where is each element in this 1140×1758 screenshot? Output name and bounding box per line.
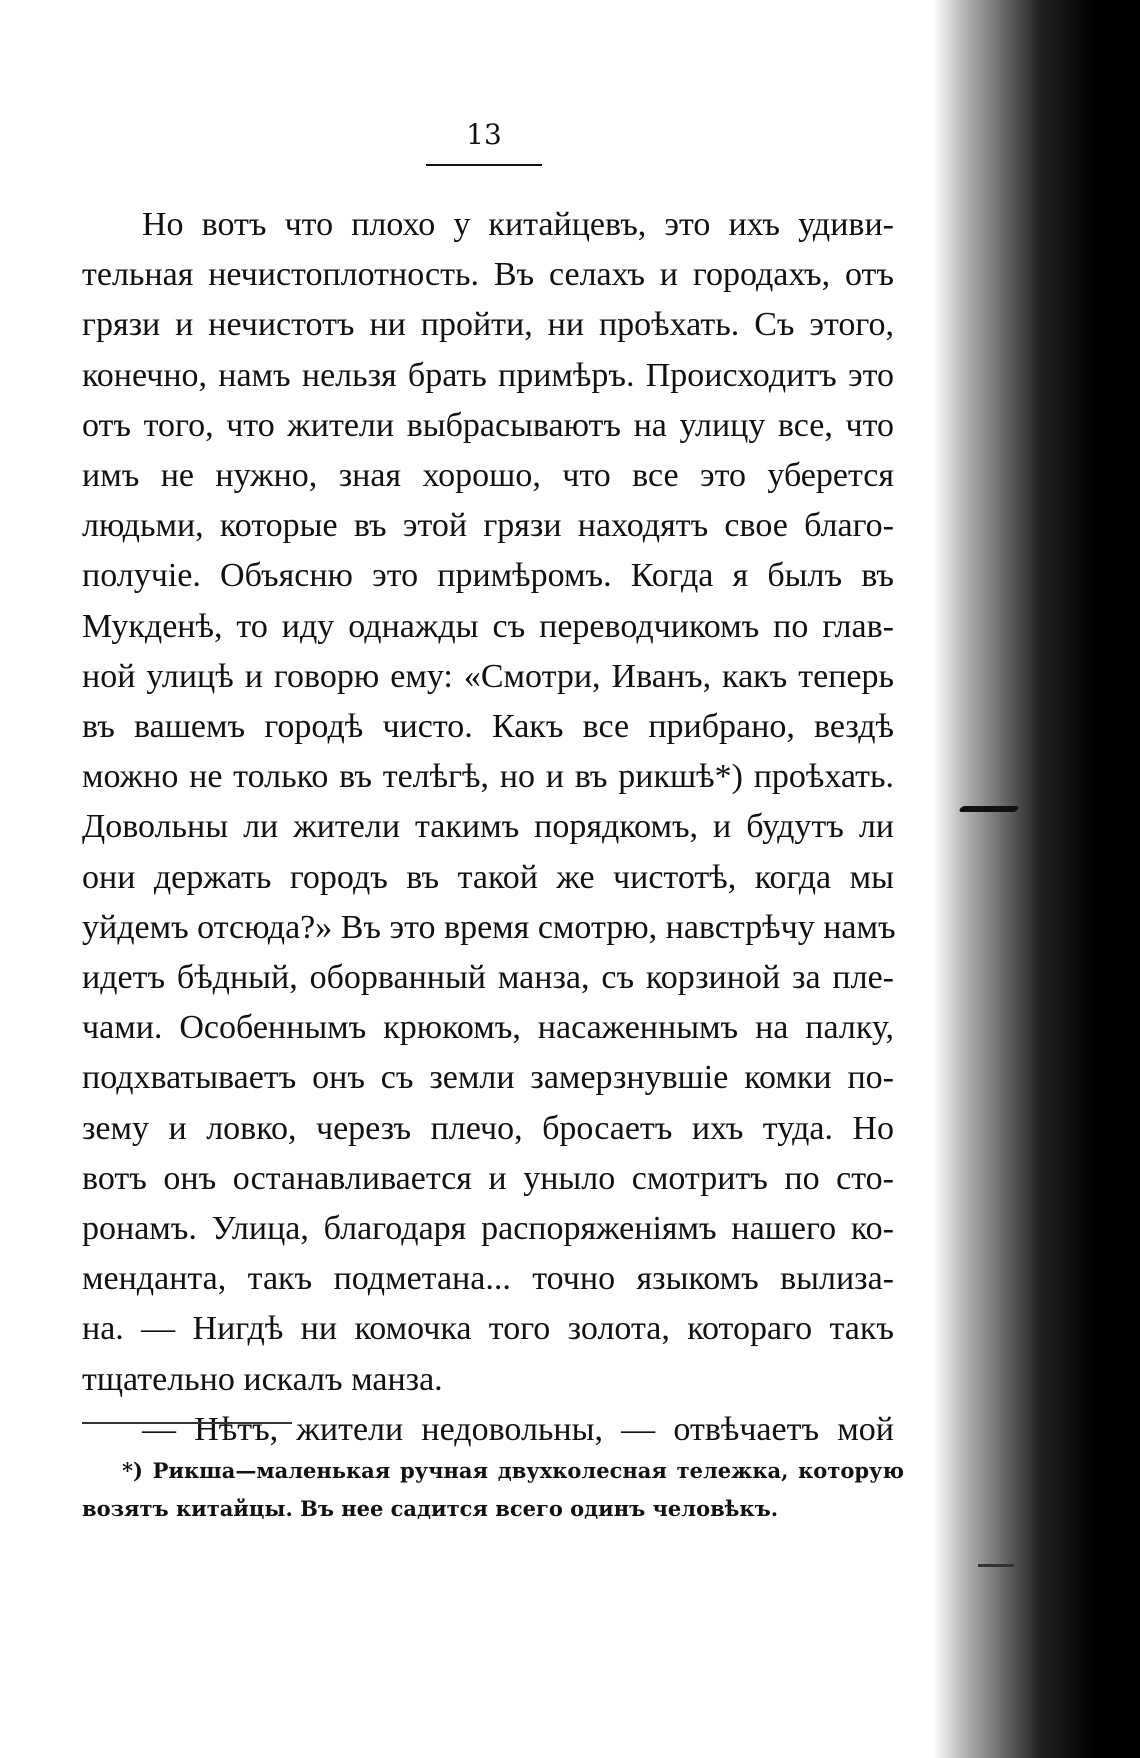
text-line: получіе. Объясню это примѣромъ. Когда я былъ въ (82, 557, 894, 595)
text-line: чами. Особеннымъ крюкомъ, насаженнымъ на палку, (82, 1009, 894, 1047)
edge-ink-mark (978, 1564, 1014, 1567)
footnote-separator (82, 1422, 292, 1424)
text-line: менданта, такъ подметана... точно языкомъ вылиза- (82, 1260, 894, 1298)
text-line: въ вашемъ городѣ чисто. Какъ все прибрано, вездѣ (82, 708, 894, 746)
text-line: Но вотъ что плохо у китайцевъ, это ихъ удиви- (142, 206, 894, 243)
footnote-line: возятъ китайцы. Въ нее садится всего одинъ человѣкъ. (82, 1496, 779, 1521)
text-line: подхватываетъ онъ съ земли замерзнувшіе комки по- (82, 1059, 894, 1097)
text-line: грязи и нечистотъ ни пройти, ни проѣхать. Съ этого, (82, 306, 894, 344)
text-line: ной улицѣ и говорю ему: «Смотри, Иванъ, какъ теперь (82, 657, 894, 695)
text-line: идетъ бѣдный, оборванный манза, съ корзиной за пле- (82, 959, 894, 997)
text-line: они держать городъ въ такой же чистотѣ, когда мы (82, 858, 894, 896)
text-line: можно не только въ телѣгѣ, но и въ рикшѣ*) проѣхать. (82, 758, 894, 796)
text-line: Мукденѣ, то иду однажды съ переводчикомъ по глав- (82, 607, 894, 645)
body-text (82, 200, 894, 1455)
text-line: конечно, намъ нельзя брать примѣръ. Происходитъ это (82, 356, 894, 394)
page-number-rule (426, 164, 542, 166)
page-number: 13 (466, 118, 502, 151)
footnote-line: *) Рикша—маленькая ручная двухколесная тележка, которую (122, 1458, 904, 1483)
text-line: ронамъ. Улица, благодаря распоряженіямъ нашего ко- (82, 1210, 894, 1248)
text-line: зему и ловко, черезъ плечо, бросаетъ ихъ туда. Но (82, 1109, 894, 1147)
margin-ink-mark (958, 806, 1019, 812)
scan-gutter-shadow (920, 0, 1140, 1758)
text-line: тщательно искалъ манза. (82, 1360, 443, 1398)
text-line: имъ не нужно, зная хорошо, что все это уберется (82, 457, 894, 495)
text-line: уйдемъ отсюда?» Въ это время смотрю, навстрѣчу намъ (82, 908, 896, 946)
text-line: отъ того, что жители выбрасываютъ на улицу все, что (82, 406, 894, 444)
text-line: вотъ онъ останавливается и уныло смотритъ по сто- (82, 1159, 894, 1197)
text-line: Довольны ли жители такимъ порядкомъ, и будутъ ли (82, 808, 894, 846)
dialogue-line: — Нѣтъ, жители недовольны, — отвѣчаетъ мой (142, 1410, 894, 1448)
footnote (82, 1452, 904, 1528)
text-line: людьми, которые въ этой грязи находятъ свое благо- (82, 507, 894, 545)
text-line: на. — Нигдѣ ни комочка того золота, котораго такъ (82, 1310, 894, 1348)
page-header (426, 118, 542, 166)
text-line: тельная нечистоплотность. Въ селахъ и городахъ, отъ (82, 256, 894, 294)
